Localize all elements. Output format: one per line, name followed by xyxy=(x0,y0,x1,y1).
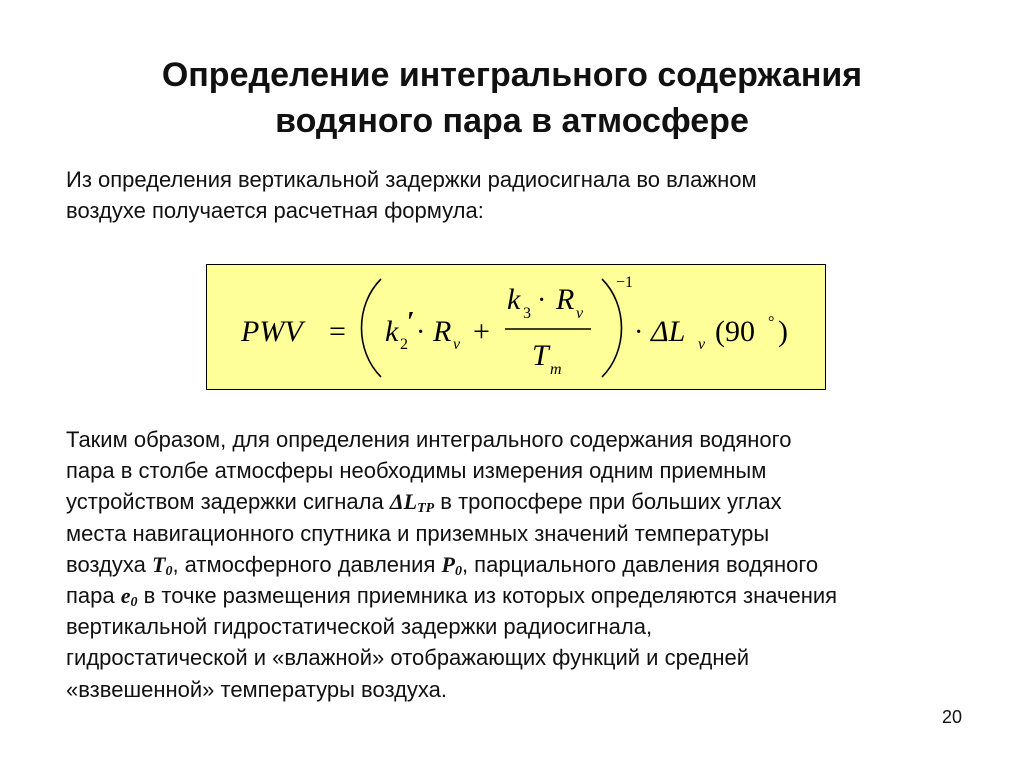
body-line-5-end: , парциального давления водяного xyxy=(461,551,819,577)
body-line-5-start: воздуха xyxy=(66,551,152,577)
body-line-5 xyxy=(66,549,986,580)
formula-angle: (90 xyxy=(715,315,755,348)
formula-degree: ° xyxy=(768,314,775,331)
slide-title-line-1: Определение интегрального содержания xyxy=(161,56,863,94)
formula-R-subscript: v xyxy=(453,336,461,353)
symbol-delta-l-tp xyxy=(389,489,435,517)
body-line-1: Таким образом, для определения интегрального содержания водяного xyxy=(66,427,792,452)
formula-exponent: −1 xyxy=(616,274,634,291)
intro-line-2: воздухе получается расчетная формула: xyxy=(66,198,484,223)
formula-dot-1: · xyxy=(416,317,426,348)
symbol-p0-main: P xyxy=(441,551,455,577)
left-paren xyxy=(362,279,382,377)
formula-R-numerator: R xyxy=(556,283,575,316)
body-line-5-middle: , атмосферного давления xyxy=(172,551,442,577)
slide-title-line-2: водяного пара в атмосфере xyxy=(275,102,749,140)
intro-paragraph xyxy=(66,164,966,226)
body-line-2: пара в столбе атмосферы необходимы измерения одним приемным xyxy=(66,458,767,484)
intro-line-1: Из определения вертикальной задержки радиосигнала во влажном xyxy=(66,167,757,192)
formula-R-numerator-subscript: v xyxy=(576,305,584,322)
body-line-8: гидростатической и «влажной» отображающих функций и средней xyxy=(66,645,750,671)
formula-k2: k xyxy=(385,315,399,348)
symbol-t0-main: T xyxy=(151,551,166,577)
formula-lhs: PWV xyxy=(241,315,303,348)
symbol-p0-sub: 0 xyxy=(454,563,462,579)
body-line-6 xyxy=(66,580,986,611)
formula-equals: = xyxy=(329,315,346,348)
symbol-p0 xyxy=(442,552,462,577)
symbol-delta-l-tp-main: ΔL xyxy=(389,489,418,515)
symbol-t0-sub: 0 xyxy=(165,563,173,579)
slide-title xyxy=(0,52,1024,144)
formula-dot-2: · xyxy=(537,285,547,316)
formula-R: R xyxy=(433,315,452,348)
symbol-e0 xyxy=(120,583,138,611)
symbol-e0-main: e xyxy=(120,583,131,609)
right-paren xyxy=(602,279,622,377)
formula-box xyxy=(206,264,826,390)
body-line-7: вертикальной гидростатической задержки радиосигнала, xyxy=(66,614,653,640)
formula-delta-L: ΔL xyxy=(651,315,686,348)
body-line-3-start: устройством задержки сигнала xyxy=(66,489,390,515)
pwv-formula xyxy=(207,265,827,391)
body-line-6-end: в точке размещения приемника из которых определяются значения xyxy=(137,583,838,609)
formula-k3: k xyxy=(507,283,521,316)
formula-prime: ′ xyxy=(407,307,415,338)
formula-T: T xyxy=(532,339,549,372)
formula-k3-subscript: 3 xyxy=(523,305,531,322)
formula-k2-subscript: 2 xyxy=(400,336,408,353)
formula-delta-L-subscript: v xyxy=(698,336,706,353)
symbol-delta-l-tp-sub: TP xyxy=(417,501,435,517)
symbol-e0-sub: 0 xyxy=(130,595,138,611)
body-line-4: места навигационного спутника и приземных значений температуры xyxy=(66,520,770,546)
symbol-t0 xyxy=(152,552,172,577)
body-line-9: «взвешенной» температуры воздуха. xyxy=(66,676,448,702)
formula-dot-3: · xyxy=(634,317,644,348)
body-line-3 xyxy=(66,486,986,517)
body-line-3-end: в тропосфере при больших углах xyxy=(434,489,782,515)
formula-close-paren: ) xyxy=(778,315,788,348)
body-line-6-start: пара xyxy=(66,583,121,609)
body-paragraph xyxy=(66,424,986,705)
formula-plus: + xyxy=(473,315,490,348)
page-number: 20 xyxy=(941,707,962,727)
formula-T-subscript: m xyxy=(550,361,562,378)
